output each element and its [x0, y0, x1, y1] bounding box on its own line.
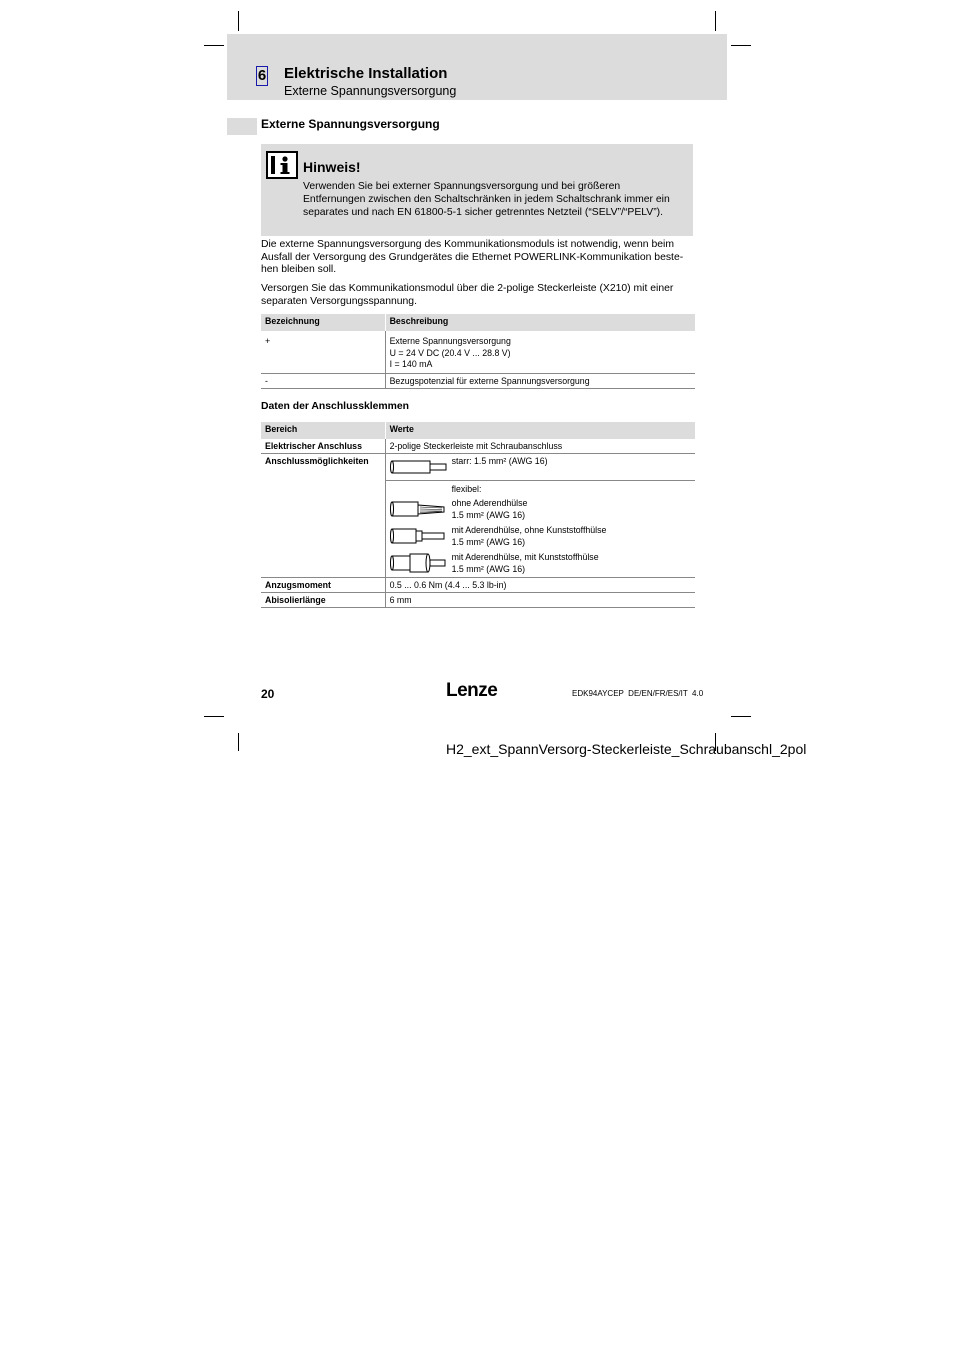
crop-mark [238, 733, 239, 751]
row-value: 0.5 ... 0.6 Nm (4.4 ... 5.3 lb-in) [385, 578, 695, 593]
subsection-title: Daten der Anschlussklemmen [261, 401, 410, 412]
note-text: Verwenden Sie bei externer Spannungsversorgung und bei größeren Entfernungen zwischen den Schaltschränken in jedem Schaltschrank immer ein separates und nach EN 61800-5-1 sicher getrenntes Netzteil (“SELV”/“PELV”). [303, 181, 670, 218]
crop-mark [204, 45, 224, 46]
ferrule-with-collar-icon [390, 552, 448, 574]
paragraph: Die externe Spannungsversorgung des Kommunikationsmoduls ist notwendig, wenn beim Ausfall der Versorgung des Grundgerätes die Ethernet POWERLINK-Kommunikation beste-hen bleiben soll. [261, 239, 684, 276]
table-row [261, 373, 695, 388]
row-label: Anzugsmoment [261, 578, 385, 593]
flexible-type: mit Aderendhülse, mit Kunststoffhülse [451, 552, 599, 562]
row-label: Abisolierlänge [261, 593, 385, 608]
note-title: Hinweis! [303, 159, 361, 175]
flexible-size: 1.5 mm² (AWG 16) [451, 536, 526, 547]
terminal-name: - [261, 373, 385, 388]
table-header: Bezeichnung [261, 314, 385, 331]
table-row [261, 331, 695, 373]
chapter-subtitle: Externe Spannungsversorgung [284, 84, 457, 98]
rigid-wire-icon [390, 456, 448, 478]
description-line: U = 24 V DC (20.4 V ... 28.8 V) [389, 347, 511, 358]
table-row [261, 454, 695, 481]
table-header: Beschreibung [385, 314, 695, 331]
description-line: I = 140 mA [389, 359, 433, 369]
row-value: 2-polige Steckerleiste mit Schraubanschluss [385, 439, 695, 454]
lenze-logo: Lenze [446, 680, 498, 701]
crop-mark [238, 11, 239, 31]
terminal-table [261, 314, 695, 389]
crop-mark [731, 716, 751, 717]
chapter-title: Elektrische Installation [284, 65, 448, 82]
paragraph: Versorgen Sie das Kommunikationsmodul über die 2-polige Steckerleiste (X210) mit einer separaten Versorgungsspannung. [261, 283, 674, 307]
flexible-wire-no-ferrule-icon [390, 498, 448, 520]
table-row [261, 593, 695, 608]
table-row [261, 439, 695, 454]
section-title: Externe Spannungsversorgung [261, 117, 440, 131]
page-number: 20 [261, 687, 275, 701]
terminal-data-table [261, 422, 695, 608]
flexible-type: mit Aderendhülse, ohne Kunststoffhülse [451, 525, 607, 535]
flexible-size: 1.5 mm² (AWG 16) [451, 509, 526, 520]
crop-mark [204, 716, 224, 717]
row-label: Elektrischer Anschluss [261, 439, 385, 454]
row-value: 6 mm [385, 593, 695, 608]
image-caption: H2_ext_SpannVersorg-Steckerleiste_Schraubanschl_2pol [446, 741, 807, 757]
crop-mark [715, 11, 716, 31]
table-row [261, 578, 695, 593]
info-icon [266, 151, 298, 179]
ferrule-no-collar-icon [390, 525, 448, 547]
flexible-type: ohne Aderendhülse [451, 498, 528, 508]
crop-mark [731, 45, 751, 46]
table-header: Werte [385, 422, 695, 439]
flexible-label: flexibel: [451, 484, 482, 494]
table-header: Bereich [261, 422, 385, 439]
description-line: Externe Spannungsversorgung [389, 336, 511, 346]
section-marker [227, 118, 257, 135]
chapter-number: 6 [257, 67, 267, 84]
document-id: EDK94AYCEP DE/EN/FR/ES/IT 4.0 [572, 689, 704, 698]
terminal-name: + [261, 331, 385, 373]
rigid-spec: starr: 1.5 mm² (AWG 16) [451, 456, 548, 466]
note-box [261, 144, 693, 236]
description-line: Bezugspotenzial für externe Spannungsversorgung [385, 373, 695, 388]
row-label: Anschlussmöglichkeiten [261, 454, 385, 578]
flexible-size: 1.5 mm² (AWG 16) [451, 563, 526, 574]
